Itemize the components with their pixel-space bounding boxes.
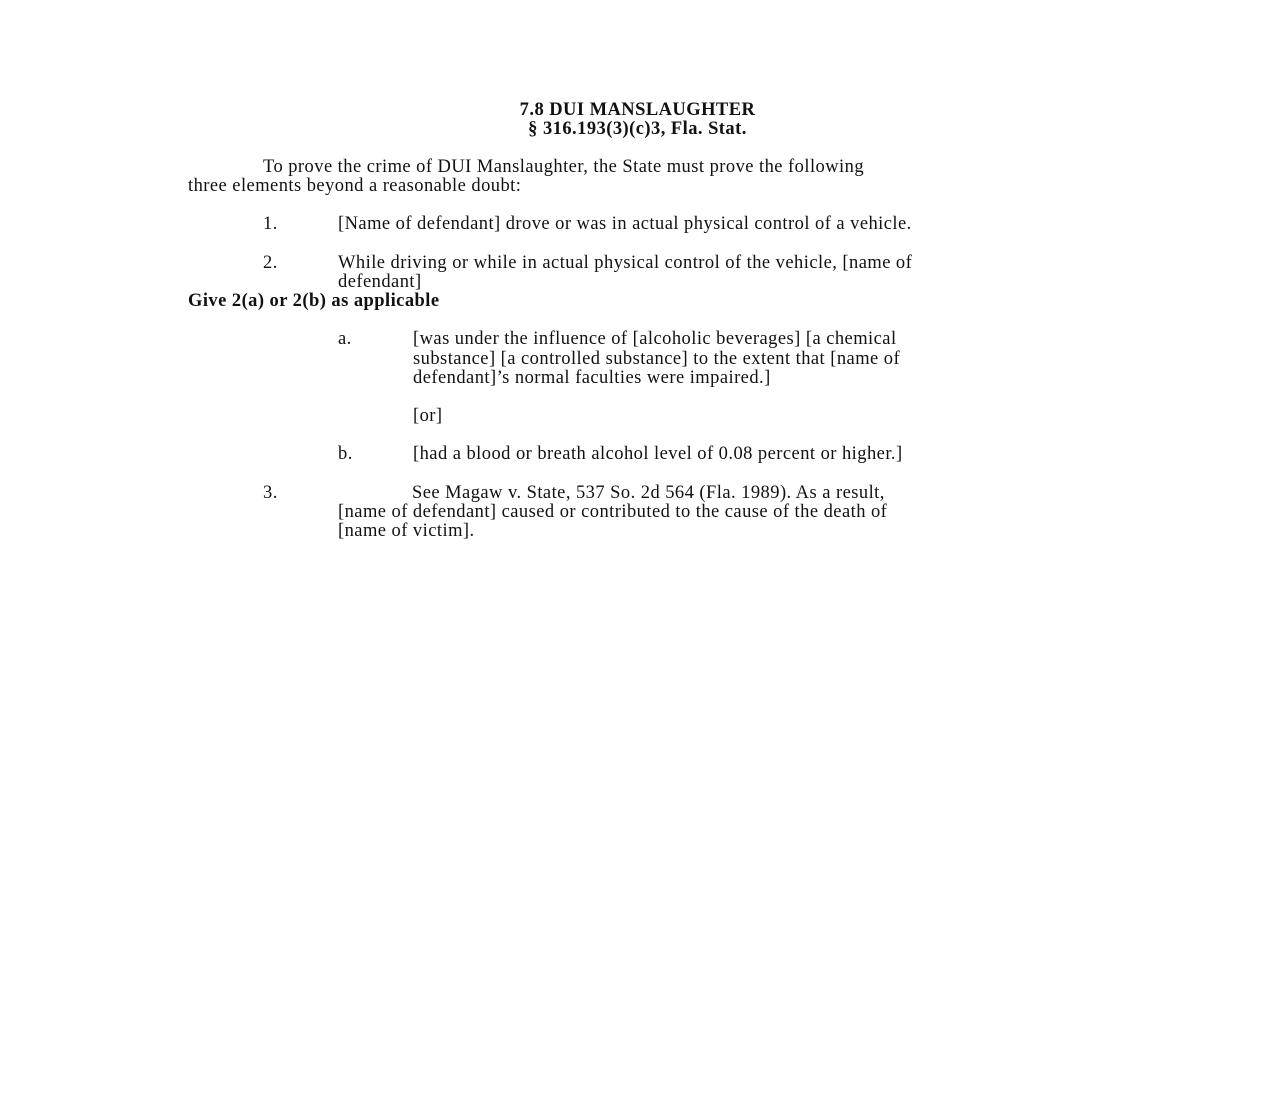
- subitem-text: [had a blood or breath alcohol level of 0.08 percent or higher.]: [413, 444, 903, 464]
- intro-line: To prove the crime of DUI Manslaughter, the State must prove the following: [263, 157, 865, 177]
- subitem-letter: a.: [338, 329, 352, 349]
- item-text: [Name of defendant] drove or was in actual physical control of a vehicle.: [338, 214, 912, 234]
- item-number: 2.: [263, 253, 278, 273]
- instruction-note: Give 2(a) or 2(b) as applicable: [188, 291, 440, 311]
- subitem-text: defendant]’s normal faculties were impaired.]: [413, 368, 771, 388]
- subitem-letter: b.: [338, 444, 353, 464]
- item-text: While driving or while in actual physical control of the vehicle, [name of: [338, 253, 913, 273]
- item-text: defendant]: [338, 272, 422, 292]
- item-text: See Magaw v. State, 537 So. 2d 564 (Fla. 1989). As a result,: [412, 483, 885, 503]
- item-number: 3.: [263, 483, 278, 503]
- subitem-text: [was under the influence of [alcoholic beverages] [a chemical: [413, 329, 897, 349]
- or-text: [or]: [413, 406, 443, 426]
- statute-reference: § 316.193(3)(c)3, Fla. Stat.: [528, 119, 747, 139]
- subitem-text: substance] [a controlled substance] to the extent that [name of: [413, 349, 901, 369]
- page-title: 7.8 DUI MANSLAUGHTER: [519, 100, 756, 120]
- item-text: [name of victim].: [338, 521, 475, 541]
- intro-line: three elements beyond a reasonable doubt:: [188, 176, 522, 196]
- item-number: 1.: [263, 214, 278, 234]
- item-text: [name of defendant] caused or contributed to the cause of the death of: [338, 502, 888, 522]
